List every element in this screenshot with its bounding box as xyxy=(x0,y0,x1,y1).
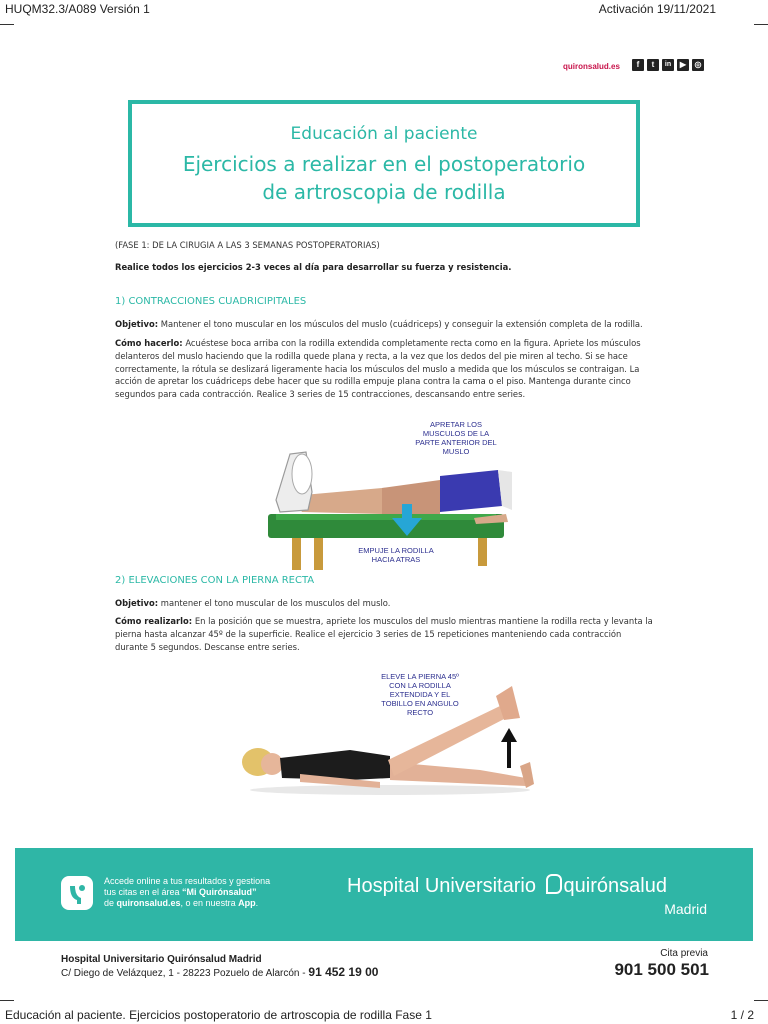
page-number: 1 / 2 xyxy=(730,1008,754,1022)
down-arrow-icon xyxy=(402,504,412,520)
banner-city: Madrid xyxy=(664,901,707,917)
section1-objective: Objetivo: Mantener el tono muscular en los músculos del muslo (cuádriceps) y conseguir la extensión completa de la rodilla. xyxy=(115,319,643,329)
title-line-3: de artroscopia de rodilla xyxy=(262,180,506,204)
brand-site-link[interactable]: quironsalud.es xyxy=(563,62,620,71)
crop-mark-br xyxy=(754,1000,768,1001)
footer-phone: 91 452 19 00 xyxy=(308,965,379,979)
instagram-icon[interactable]: ◎ xyxy=(692,59,704,71)
print-header-right: Activación 19/11/2021 xyxy=(598,2,716,16)
torso xyxy=(280,750,390,780)
appointment-label: Cita previa xyxy=(660,948,708,959)
section1-heading: 1) CONTRACCIONES CUADRICIPITALES xyxy=(115,296,307,307)
title-line-2: Ejercicios a realizar en el postoperatorio xyxy=(182,152,586,176)
footer-address: C/ Diego de Velázquez, 1 - 28223 Pozuelo de Alarcón - 91 452 19 00 xyxy=(61,965,379,979)
figure1-label-top: APRETAR LOS MUSCULOS DE LA PARTE ANTERIOR DEL MUSLO xyxy=(415,420,497,456)
linkedin-icon[interactable]: in xyxy=(662,59,674,71)
up-arrow-icon xyxy=(507,738,511,768)
section1-how: Cómo hacerlo: Acuéstese boca arriba con la rodilla extendida completamente recta como en la figura. Apriete los músculos delanteros del muslo haciendo que la rodilla quede plana y recta, a la vez que los dedos del pie miren al techo. Si se hace correctamente, la rótula se deslizará ligeramente hacia los músculos del muslo a medida que los músculos se contraigan. La acción de apretar los cuádriceps debe hacer que su rodilla empuje plana contra la cama o el piso. Mantenga durante cinco segundos para cada contracción. Realice 3 series de 15 contracciones, descansando entre series. xyxy=(115,338,641,400)
page-title xyxy=(132,150,636,206)
youtube-icon[interactable]: ▶ xyxy=(677,59,689,71)
app-icon[interactable] xyxy=(61,876,93,910)
banner-text: Accede online a tus resultados y gestiona tus citas en el área “Mi Quirónsalud” de quironsalud.es, o en nuestra App. xyxy=(104,876,271,908)
quironsalud-logo-icon xyxy=(546,874,562,894)
banner-hospital: Hospital Universitario quirónsalud xyxy=(347,875,667,897)
bench-leg xyxy=(292,538,301,570)
intro-instruction: Realice todos los ejercicios 2-3 veces al día para desarrollar su fuerza y resistencia. xyxy=(115,262,512,272)
banner-site-link[interactable]: quironsalud.es xyxy=(116,898,181,908)
shorts xyxy=(440,470,502,512)
crop-mark-tr xyxy=(754,24,768,25)
footer-hospital-name: Hospital Universitario Quirónsalud Madrid xyxy=(61,954,262,965)
title-kicker: Educación al paciente xyxy=(290,124,478,144)
print-footer-left: Educación al paciente. Ejercicios postoperatorio de artroscopia de rodilla Fase 1 xyxy=(5,1008,432,1022)
crop-mark-bl xyxy=(0,1000,14,1001)
twitter-icon[interactable]: t xyxy=(647,59,659,71)
print-header-left: HUQM32.3/A089 Versión 1 xyxy=(5,2,150,16)
section2-how: Cómo realizarlo: En la posición que se muestra, apriete los musculos del muslo mientras mantiene la rodilla recta y levanta la pierna hasta alcanzar 45º de la superficie. Realice el ejercicio 3 series de 15 repeticiones manteniendo cada contracción durante 5 segundos. Descanse entre series. xyxy=(115,616,653,652)
appointment-phone: 901 500 501 xyxy=(614,960,709,979)
facebook-icon[interactable]: f xyxy=(632,59,644,71)
phase-text: (FASE 1: DE LA CIRUGIA A LAS 3 SEMANAS POSTOPERATORIAS) xyxy=(115,240,380,250)
figure2-label: ELEVE LA PIERNA 45º CON LA RODILLA EXTENDIDA Y EL TOBILLO EN ANGULO RECTO xyxy=(381,672,459,717)
section2-heading: 2) ELEVACIONES CON LA PIERNA RECTA xyxy=(115,575,315,586)
figure1-label-bottom: EMPUJE LA RODILLA HACIA ATRAS xyxy=(358,546,434,564)
section2-objective: Objetivo: mantener el tono muscular de los musculos del muslo. xyxy=(115,598,391,608)
title-box xyxy=(128,100,640,227)
crop-mark-tl xyxy=(0,24,14,25)
promo-banner xyxy=(15,848,753,941)
